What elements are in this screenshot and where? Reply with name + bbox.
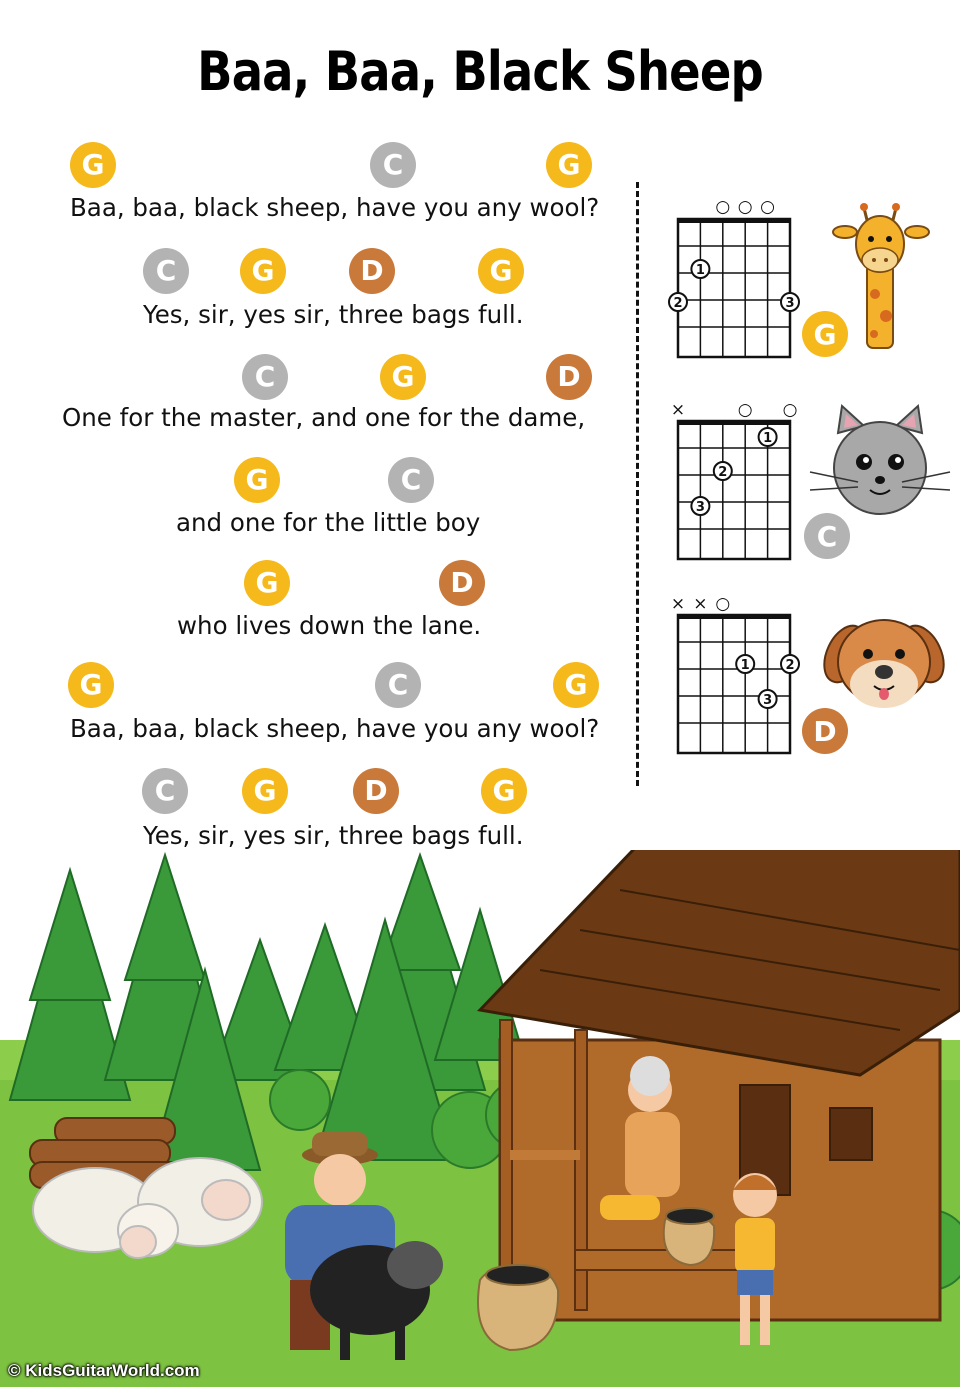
chord-marker: G bbox=[234, 457, 280, 503]
finger-number: 1 bbox=[763, 431, 773, 446]
lyric-line: who lives down the lane. bbox=[177, 611, 482, 640]
open-string-marker: ○ bbox=[737, 400, 753, 420]
finger-number: 2 bbox=[785, 658, 795, 673]
chord-marker: G bbox=[240, 248, 286, 294]
finger-number: 3 bbox=[763, 693, 773, 708]
fretboard bbox=[678, 219, 790, 357]
chord-marker: G bbox=[70, 142, 116, 188]
lyric-line: Yes, sir, yes sir, three bags full. bbox=[143, 821, 524, 850]
cabin-icon bbox=[480, 850, 960, 1320]
chord-marker: G bbox=[478, 248, 524, 294]
chord-name-badge: C bbox=[816, 520, 838, 553]
finger-number: 1 bbox=[695, 263, 705, 278]
muted-string-marker: × bbox=[693, 594, 708, 614]
open-string-marker: ○ bbox=[715, 197, 731, 217]
chord-marker: D bbox=[546, 354, 592, 400]
cat-icon bbox=[810, 406, 950, 514]
chord-marker: D bbox=[353, 768, 399, 814]
chord-diagram-d bbox=[660, 592, 955, 762]
farm-scene-illustration bbox=[0, 850, 960, 1387]
chord-marker: D bbox=[439, 560, 485, 606]
chord-marker: G bbox=[546, 142, 592, 188]
finger-number: 2 bbox=[718, 465, 728, 480]
chord-diagram-g bbox=[660, 194, 955, 364]
finger-number: 3 bbox=[785, 296, 795, 311]
open-string-marker: ○ bbox=[782, 400, 798, 420]
lyric-line: One for the master, and one for the dame, bbox=[62, 403, 586, 432]
finger-number: 1 bbox=[740, 658, 750, 673]
chord-marker: C bbox=[370, 142, 416, 188]
chord-marker: D bbox=[349, 248, 395, 294]
open-string-marker: ○ bbox=[737, 197, 753, 217]
chord-marker: G bbox=[68, 662, 114, 708]
fretboard bbox=[678, 615, 790, 753]
dog-icon bbox=[816, 619, 952, 708]
lyric-line: Baa, baa, black sheep, have you any wool? bbox=[70, 714, 600, 743]
chord-diagram-c bbox=[660, 398, 955, 568]
muted-string-marker: × bbox=[670, 400, 686, 420]
chord-marker: C bbox=[388, 457, 434, 503]
chord-marker: C bbox=[242, 354, 288, 400]
lyric-line: Baa, baa, black sheep, have you any wool? bbox=[70, 193, 600, 222]
chord-marker: C bbox=[375, 662, 421, 708]
chord-marker: G bbox=[380, 354, 426, 400]
open-string-marker: ○ bbox=[715, 594, 731, 614]
chord-marker: G bbox=[553, 662, 599, 708]
chord-marker: G bbox=[244, 560, 290, 606]
chord-name-badge: D bbox=[813, 715, 837, 748]
muted-string-marker: × bbox=[670, 594, 686, 614]
finger-number: 3 bbox=[695, 500, 705, 515]
chord-marker: G bbox=[481, 768, 527, 814]
copyright-text: © KidsGuitarWorld.com bbox=[8, 1361, 200, 1380]
chord-marker: C bbox=[143, 248, 189, 294]
open-string-marker: ○ bbox=[760, 197, 776, 217]
page-title: Baa, Baa, Black Sheep bbox=[197, 40, 763, 103]
giraffe-icon bbox=[833, 203, 929, 348]
chord-marker: G bbox=[242, 768, 288, 814]
chord-marker: C bbox=[142, 768, 188, 814]
lyric-line: Yes, sir, yes sir, three bags full. bbox=[143, 300, 524, 329]
dashed-divider bbox=[636, 182, 639, 786]
chord-name-badge: G bbox=[813, 318, 837, 351]
finger-number: 2 bbox=[673, 296, 683, 311]
lyric-line: and one for the little boy bbox=[176, 508, 481, 537]
